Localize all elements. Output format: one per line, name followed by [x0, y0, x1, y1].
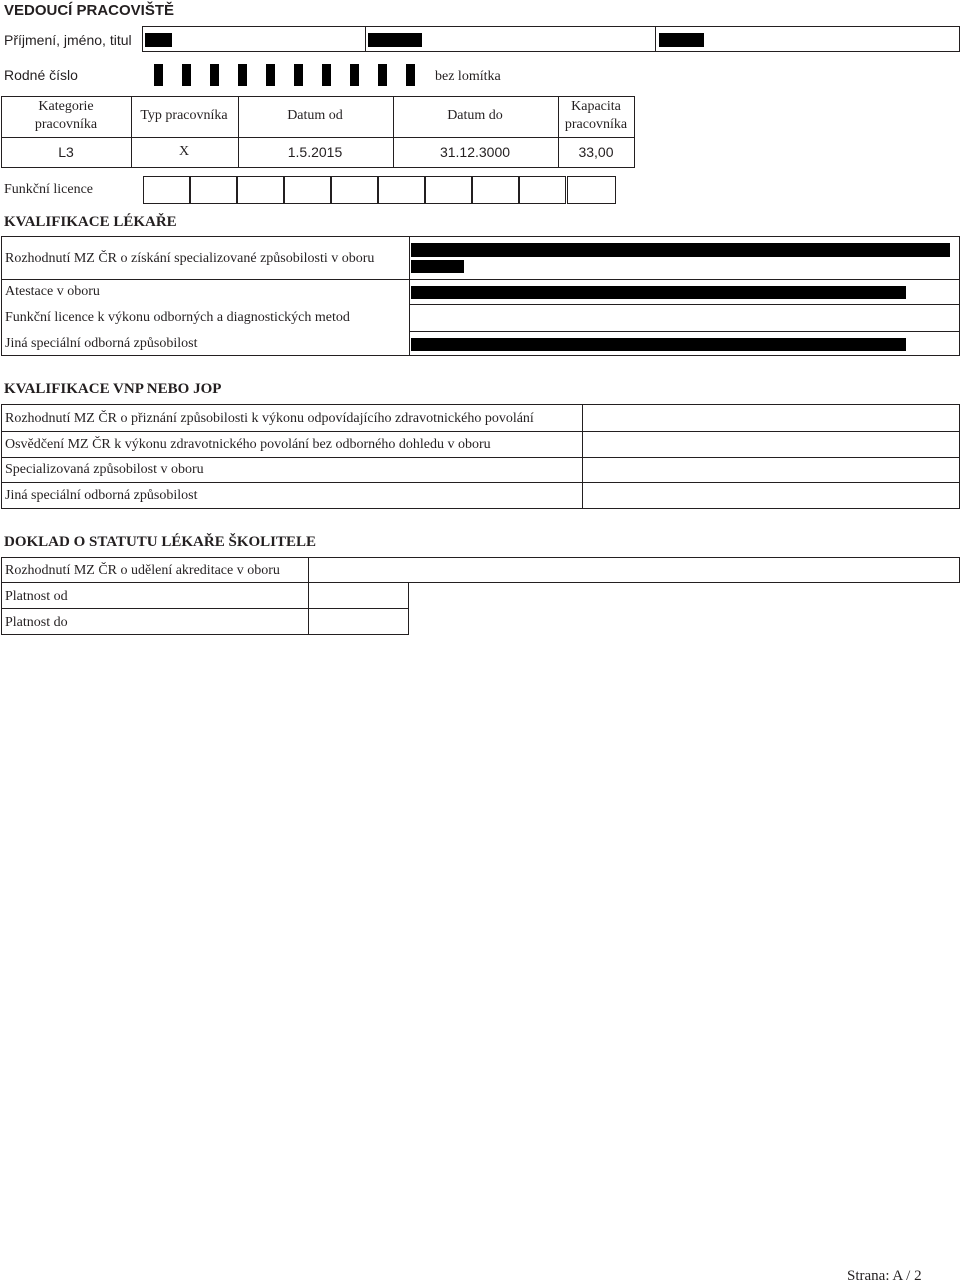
doctor-row-specialization: Rozhodnutí MZ ČR o získání specializované způsobilosti v oboru	[5, 251, 375, 266]
work-header-type: Typ pracovníka	[140, 108, 228, 123]
vnp-row-certificate: Osvědčení MZ ČR k výkonu zdravotnického povolání bez odborného dohledu v oboru	[5, 437, 491, 452]
name-field[interactable]	[142, 26, 960, 52]
work-header-category: Kategorie pracovníka	[34, 99, 98, 132]
birth-digit	[294, 64, 303, 86]
other-value-redaction	[411, 338, 906, 351]
work-value-capacity: 33,00	[578, 144, 614, 160]
work-header-date-from: Datum od	[287, 108, 343, 123]
birth-number-field[interactable]	[142, 61, 430, 89]
section-title-trainer-status: DOKLAD O STATUTU LÉKAŘE ŠKOLITELE	[4, 534, 317, 550]
name-redaction-2	[368, 33, 422, 47]
vnp-row-specialized: Specializovaná způsobilost v oboru	[5, 462, 204, 477]
birth-number-label: Rodné číslo	[4, 67, 78, 83]
doctor-row-functional-license: Funkční licence k výkonu odborných a diagnostických metod	[5, 310, 350, 325]
birth-digit	[378, 64, 387, 86]
trainer-row-valid-from: Platnost od	[5, 589, 68, 604]
birth-digit	[266, 64, 275, 86]
work-value-category: L3	[58, 144, 74, 160]
doctor-row-attestation: Atestace v oboru	[5, 284, 100, 299]
section-title-doctor-qualification: KVALIFIKACE LÉKAŘE	[4, 214, 177, 230]
functional-license-label: Funkční licence	[4, 182, 94, 197]
doctor-value-redaction-2	[411, 260, 464, 273]
trainer-row-valid-to: Platnost do	[5, 615, 68, 630]
section-title-vnp-qualification: KVALIFIKACE VNP NEBO JOP	[4, 381, 222, 397]
attestation-value-redaction	[411, 286, 906, 299]
birth-digit	[238, 64, 247, 86]
birth-digit	[322, 64, 331, 86]
name-label: Příjmení, jméno, titul	[4, 32, 132, 48]
birth-digit	[210, 64, 219, 86]
birth-number-note: bez lomítka	[435, 69, 501, 84]
doctor-value-redaction-1	[411, 243, 950, 257]
name-redaction-1	[145, 33, 172, 47]
work-value-type: X	[178, 144, 190, 159]
vnp-row-other: Jiná speciální odborná způsobilost	[5, 488, 198, 503]
section-title-workplace: VEDOUCÍ PRACOVIŠTĚ	[4, 2, 175, 19]
page-number: Strana: A / 2	[847, 1268, 922, 1284]
name-redaction-3	[659, 33, 704, 47]
work-value-date-to: 31.12.3000	[439, 144, 511, 160]
doctor-row-other: Jiná speciální odborná způsobilost	[5, 336, 198, 351]
birth-digit	[406, 64, 415, 86]
work-header-capacity: Kapacita pracovníka	[564, 99, 628, 132]
work-value-date-from: 1.5.2015	[287, 144, 343, 160]
birth-digit	[182, 64, 191, 86]
birth-digit	[350, 64, 359, 86]
birth-digit	[154, 64, 163, 86]
vnp-row-competence: Rozhodnutí MZ ČR o přiznání způsobilosti k výkonu odpovídajícího zdravotnického povolání	[5, 411, 534, 426]
trainer-row-accreditation: Rozhodnutí MZ ČR o udělení akreditace v oboru	[5, 563, 280, 578]
work-header-date-to: Datum do	[447, 108, 503, 123]
